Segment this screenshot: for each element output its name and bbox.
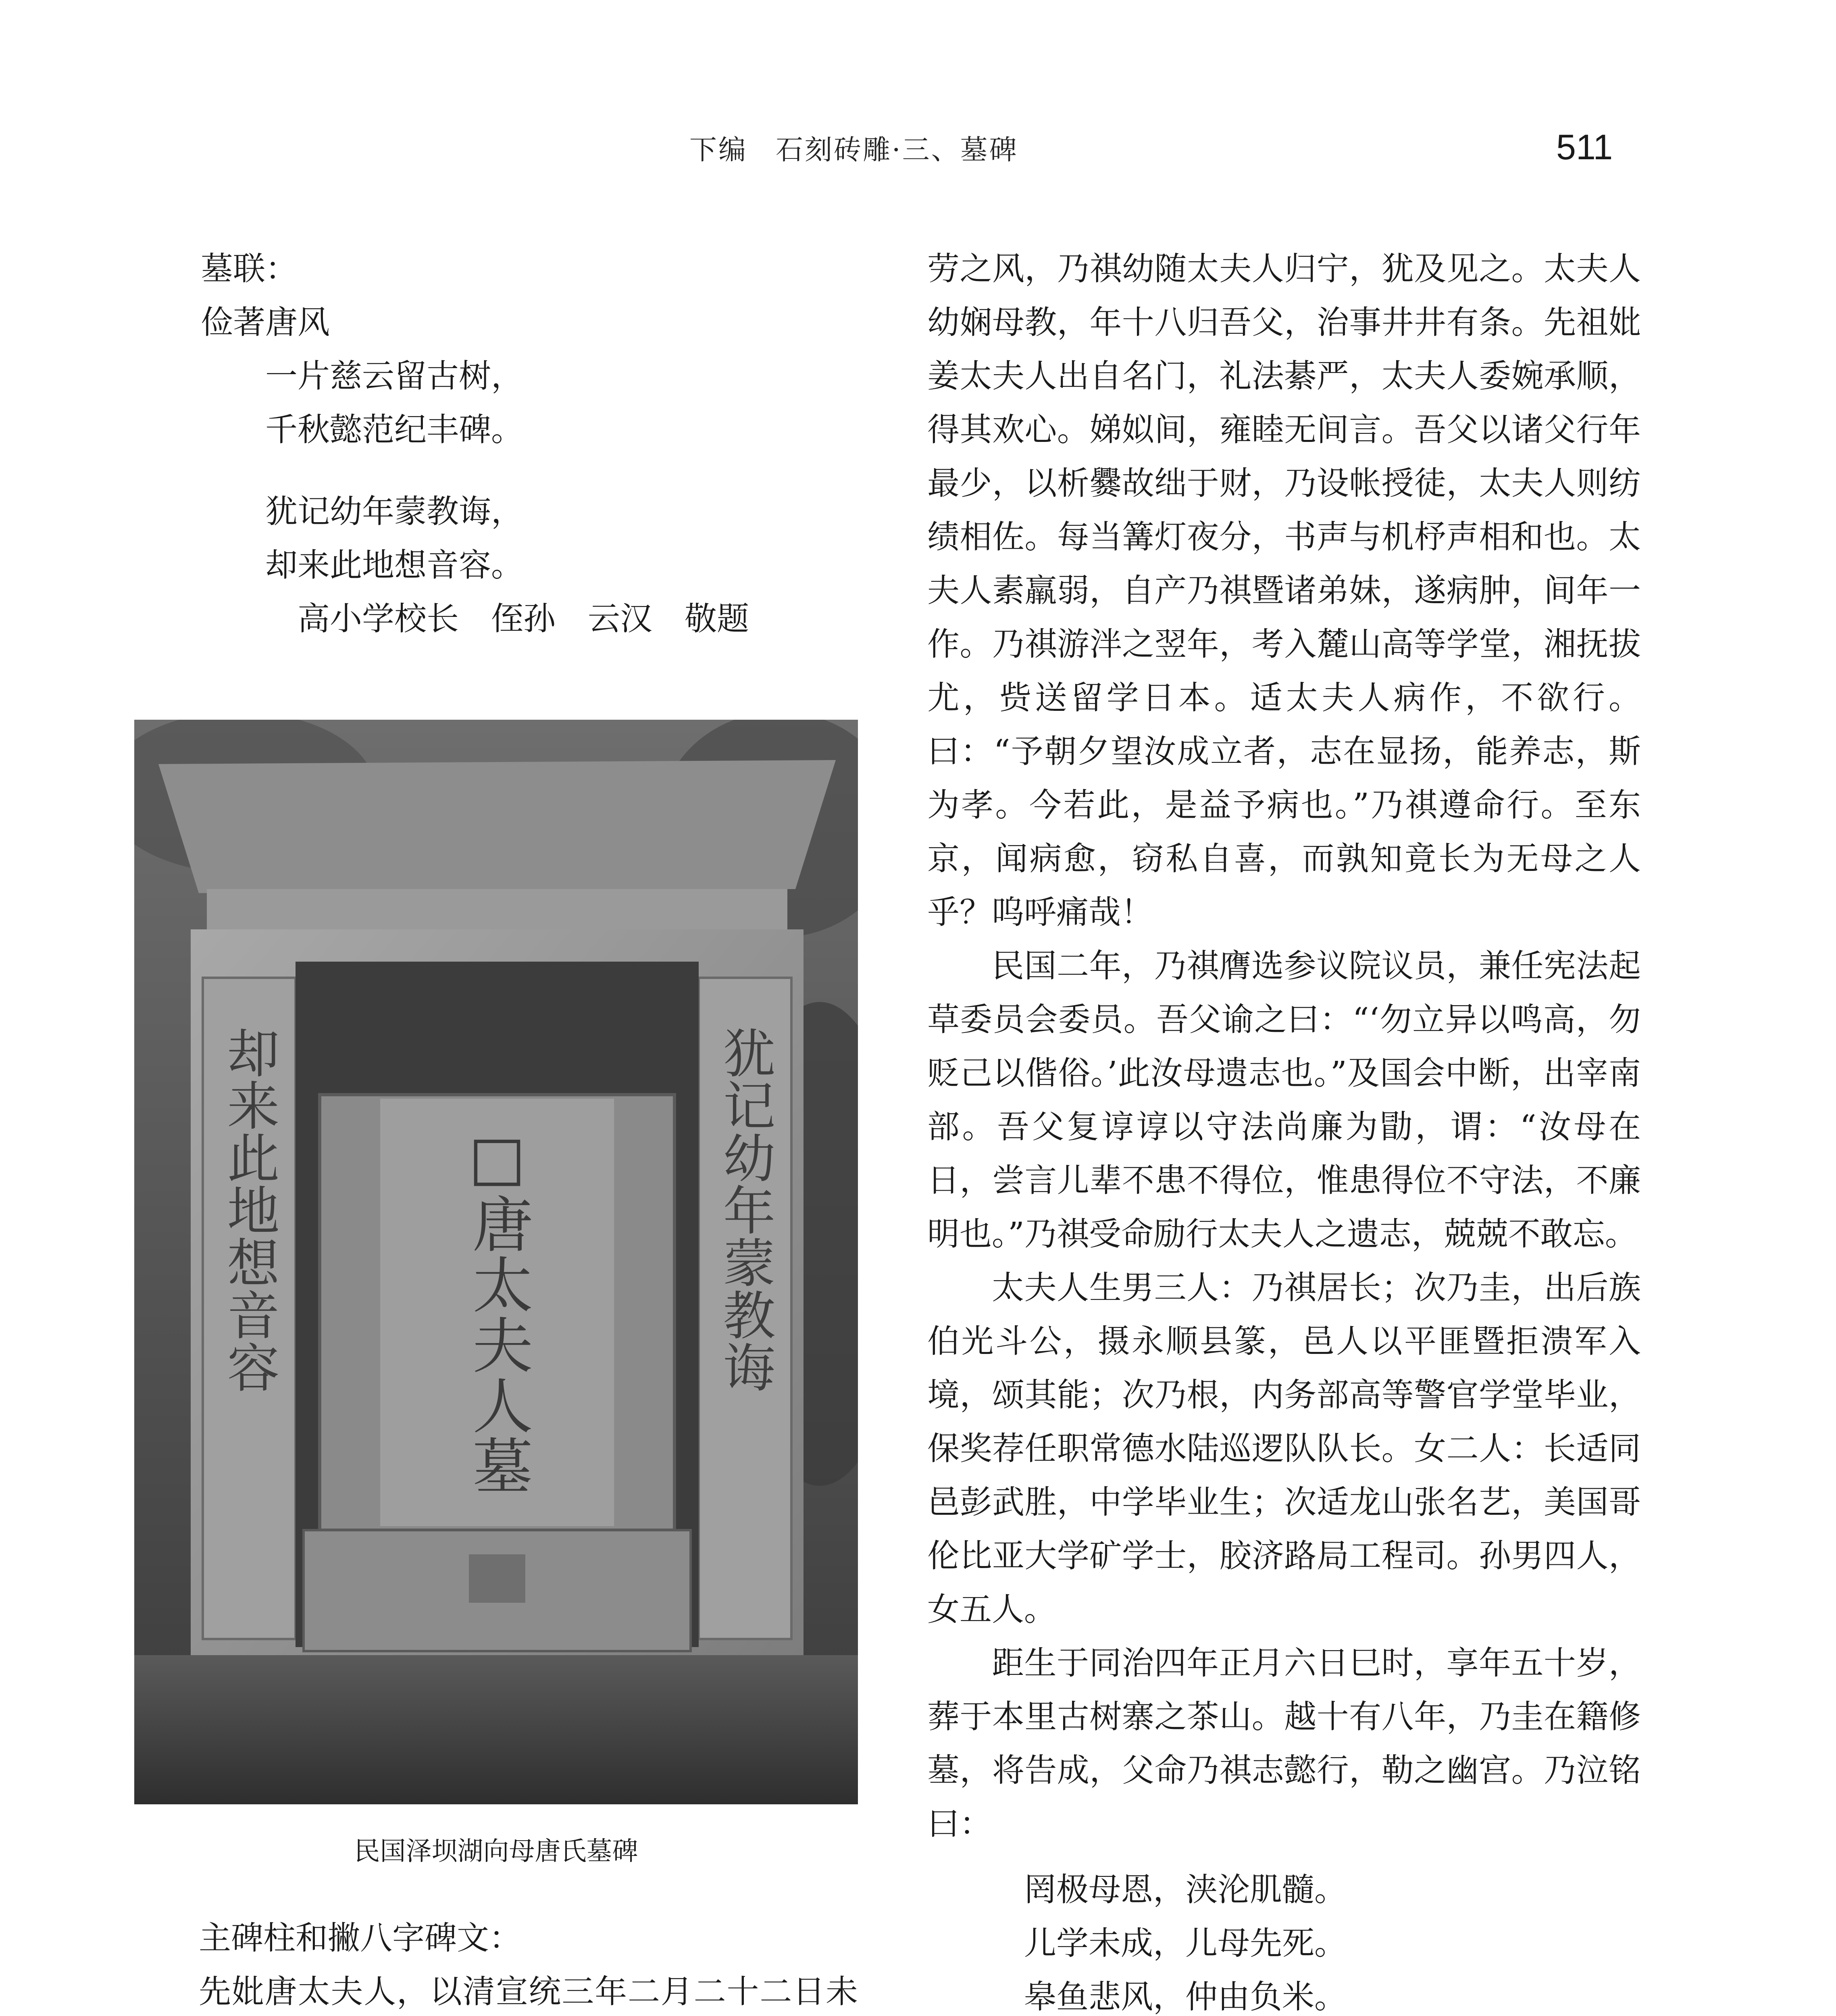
couplet-heading: 墓联： [201,250,298,287]
stele-right-inscription: 犹记幼年蒙教诲 [714,1026,776,1393]
header-title: 石刻砖雕·三、墓碑 [776,134,1018,166]
header-section: 下编 [689,134,748,166]
right-column [927,242,1641,2016]
inscription-heading: 主碑柱和撇八字碑文： [199,1919,521,1957]
figure-caption: 民国泽坝湖向母唐氏墓碑 [354,1837,638,1866]
tomb-photo [134,720,858,1804]
inscription-paragraph: 劳之风，乃祺幼随太夫人归宁，犹及见之。太夫人幼娴母教，年十八归吾父，治事井井有条。先祖妣姜太夫人出自名门，礼法綦严，太夫人委婉承顺，得其欢心。娣姒间，雍睦无间言。吾父以诸父行年最少，以析爨故绌于财，乃设帐授徒，太夫人则纺绩相佐。每当篝灯夜分，书声与机杼声相和也。太夫人素羸弱，自产乃祺暨诸弟妹，遂病肿，间年一作。乃祺游泮之翌年，考入麓山高等学堂，湘抚拔尤，赀送留学日本。适太夫人病作，不欲行。曰：“予朝夕望汝成立者，志在显扬，能养志，斯为孝。今若此，是益予病也。”乃祺遵命行。至东京，闻病愈，窃私自喜，而孰知竟长为无母之人乎？呜呼痛哉！ [927,250,1641,931]
epitaph [927,1863,1641,2016]
couplet-line: 犹记幼年蒙教诲， [265,493,523,530]
epitaph-line: 罔极母恩，浃沦肌髓。 [1024,1871,1347,1908]
page-number: 511 [1556,127,1613,167]
inscription-paragraph: 距生于同治四年正月六日巳时，享年五十岁，葬于本里古树寨之茶山。越十有八年，乃圭在籍修墓，将告成，父命乃祺志懿行，勒之幽宫。乃泣铭曰： [927,1644,1641,1843]
couplet-subject: 俭著唐风 [201,304,330,341]
couplet-line: 千秋懿范纪丰碑。 [265,411,523,448]
inscription-paragraph: 太夫人生男三人：乃祺居长；次乃圭，出后族伯光斗公，摄永顺县篆，邑人以平匪暨拒溃军入境，颂其能；次乃根，内务部高等警官学堂毕业，保奖荐任职常德水陆巡逻队队长。女二人：长适同邑彭武胜，中学毕业生；次适龙山张名艺，美国哥伦比亚大学矿学士，胶济路局工程司。孙男四人，女五人。 [927,1269,1641,1628]
inscription-paragraph: 先妣唐太夫人，以清宣统三年二月二十二日未 [199,1973,858,2010]
couplet-line: 却来此地想音容。 [265,546,523,584]
running-header [689,128,1018,167]
couplet-line: 一片慈云留古树， [265,357,523,395]
couplet-signature: 高小学校长 侄孙 云汉 敬题 [298,600,749,637]
stele-left-inscription: 却来此地想音容 [219,1026,280,1393]
epitaph-line: 儿学未成，儿母先死。 [1024,1924,1347,1962]
inscription-paragraph: 民国二年，乃祺膺选参议院议员，兼任宪法起草委员会委员。吾父谕之曰：“‘勿立异以鸣高，勿贬己以偕俗。’此汝母遗志也。”及国会中断，出宰南部。吾父复谆谆以守法尚廉为勖，谓：“汝母在日，尝言儿辈不患不得位，惟患得位不守法，不廉明也。”乃祺受命励行太夫人之遗志，兢兢不敢忘。 [927,947,1641,1253]
main-inscription [134,1911,858,2016]
epitaph-line: 皋鱼悲风，仲由负米。 [1024,1978,1347,2016]
couplet-block [201,242,862,646]
stele-center-inscription: □唐太夫人墓 [462,1123,532,1495]
